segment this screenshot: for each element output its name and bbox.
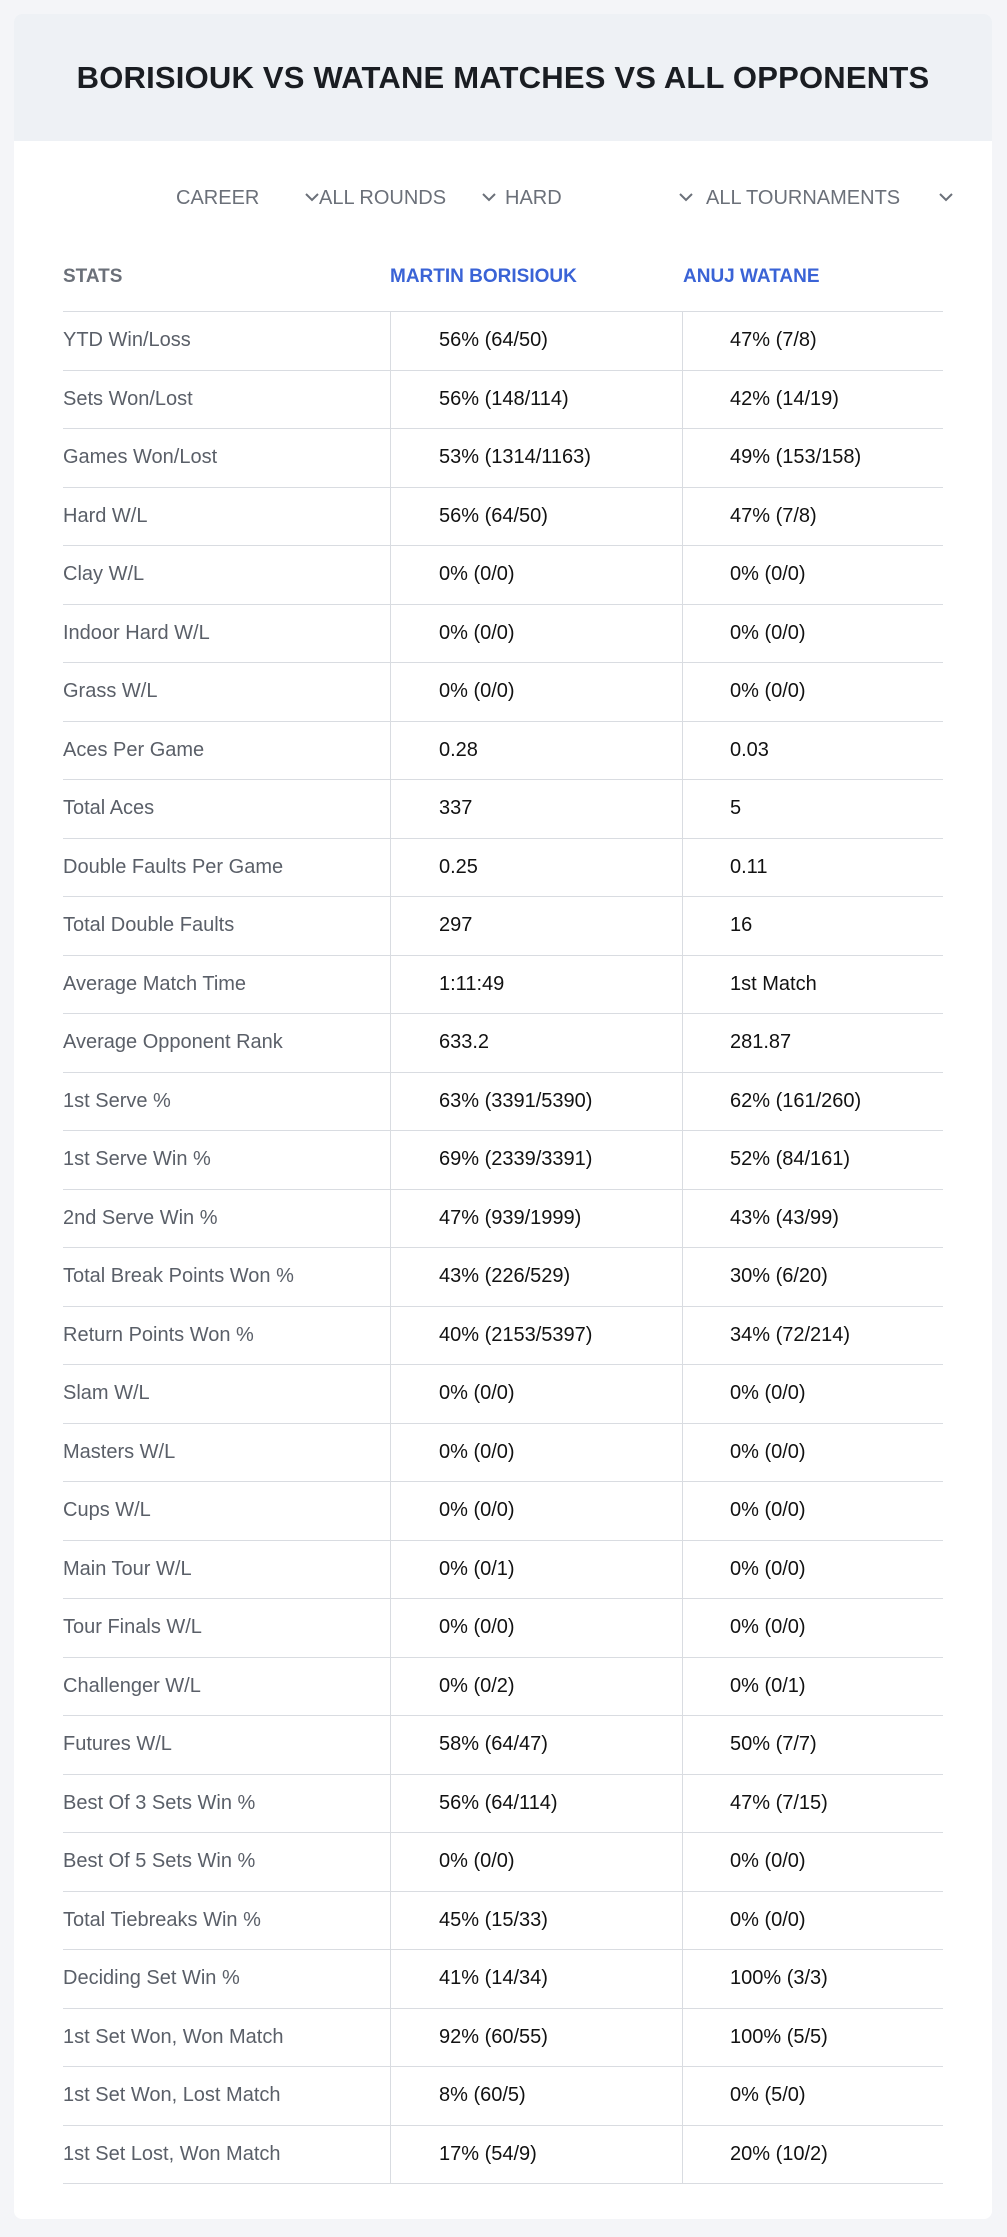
player1-value: 0.25 <box>390 839 682 897</box>
player1-value: 0% (0/0) <box>390 546 682 604</box>
table-row <box>63 1307 943 1366</box>
table-header <box>14 251 992 311</box>
player2-value: 42% (14/19) <box>682 371 943 429</box>
stat-label: 1st Serve Win % <box>63 1148 211 1171</box>
table-row <box>63 605 943 664</box>
stat-label: Double Faults Per Game <box>63 855 284 878</box>
stat-label: Best Of 5 Sets Win % <box>63 1850 256 1873</box>
table-row <box>63 722 943 781</box>
player2-value: 0% (0/0) <box>682 1482 943 1540</box>
player2-value: 30% (6/20) <box>682 1248 943 1306</box>
table-row <box>63 1658 943 1717</box>
stat-label: 1st Set Won, Lost Match <box>63 2084 281 2107</box>
chevron-down-icon <box>304 191 320 203</box>
stat-label: Average Opponent Rank <box>63 1031 283 1054</box>
chevron-down-icon <box>678 191 694 203</box>
player1-value: 43% (226/529) <box>390 1248 682 1306</box>
player2-value: 0% (0/0) <box>682 1541 943 1599</box>
stat-label: Total Tiebreaks Win % <box>63 1908 261 1931</box>
stat-label: 1st Set Lost, Won Match <box>63 2142 281 2165</box>
player2-value: 0.03 <box>682 722 943 780</box>
player1-value: 0% (0/1) <box>390 1541 682 1599</box>
player1-value: 0% (0/0) <box>390 1833 682 1891</box>
stat-label: Clay W/L <box>63 563 145 586</box>
stat-label: Sets Won/Lost <box>63 387 193 410</box>
chevron-down-icon <box>481 191 497 203</box>
player1-value: 337 <box>390 780 682 838</box>
table-row <box>63 1541 943 1600</box>
stat-label: Games Won/Lost <box>63 446 218 469</box>
player2-value: 0% (0/0) <box>682 1365 943 1423</box>
player2-value: 0% (0/0) <box>682 1833 943 1891</box>
player1-value: 0% (0/0) <box>390 605 682 663</box>
player1-value: 0.28 <box>390 722 682 780</box>
period-filter-dropdown[interactable] <box>176 183 320 213</box>
player1-value: 69% (2339/3391) <box>390 1131 682 1189</box>
player2-value: 0.11 <box>682 839 943 897</box>
player1-value: 45% (15/33) <box>390 1892 682 1950</box>
table-row <box>63 839 943 898</box>
player1-value: 56% (148/114) <box>390 371 682 429</box>
table-row <box>63 897 943 956</box>
player1-value: 1:11:49 <box>390 956 682 1014</box>
player2-value: 52% (84/161) <box>682 1131 943 1189</box>
stat-label: Total Double Faults <box>63 914 235 937</box>
player1-value: 41% (14/34) <box>390 1950 682 2008</box>
stat-label: Aces Per Game <box>63 738 205 761</box>
stat-label: Challenger W/L <box>63 1674 201 1697</box>
stat-label: YTD Win/Loss <box>63 329 191 352</box>
player2-value: 50% (7/7) <box>682 1716 943 1774</box>
table-row <box>63 1248 943 1307</box>
player1-value: 0% (0/0) <box>390 1424 682 1482</box>
player2-value: 20% (10/2) <box>682 2126 943 2184</box>
table-row <box>63 488 943 547</box>
table-row <box>63 1365 943 1424</box>
stats-column-header: STATS <box>63 266 123 287</box>
rounds-filter-dropdown[interactable] <box>319 183 497 213</box>
stat-label: Average Match Time <box>63 972 247 995</box>
page-header <box>14 14 992 141</box>
table-row <box>63 371 943 430</box>
player1-value: 0% (0/2) <box>390 1658 682 1716</box>
player2-value: 0% (0/0) <box>682 1424 943 1482</box>
stats-card <box>14 14 992 2219</box>
player2-value: 0% (0/0) <box>682 1599 943 1657</box>
player2-value: 47% (7/8) <box>682 312 943 370</box>
table-row <box>63 1892 943 1951</box>
stat-label: Total Break Points Won % <box>63 1265 294 1288</box>
table-row <box>63 2126 943 2185</box>
filter-bar <box>14 141 992 251</box>
player1-value: 297 <box>390 897 682 955</box>
player1-value: 0% (0/0) <box>390 1599 682 1657</box>
stat-label: 2nd Serve Win % <box>63 1206 218 1229</box>
player1-value: 40% (2153/5397) <box>390 1307 682 1365</box>
chevron-down-icon <box>938 191 954 203</box>
player2-value: 1st Match <box>682 956 943 1014</box>
table-row <box>63 1716 943 1775</box>
surface-filter-label: HARD <box>505 186 562 209</box>
surface-filter-dropdown[interactable] <box>505 183 694 213</box>
table-row <box>63 429 943 488</box>
player1-value: 0% (0/0) <box>390 1365 682 1423</box>
table-row <box>63 1775 943 1834</box>
stat-label: Futures W/L <box>63 1733 172 1756</box>
player2-value: 0% (0/0) <box>682 1892 943 1950</box>
player2-value: 100% (5/5) <box>682 2009 943 2067</box>
player1-value: 58% (64/47) <box>390 1716 682 1774</box>
stat-label: Slam W/L <box>63 1382 150 1405</box>
table-row <box>63 780 943 839</box>
table-row <box>63 2067 943 2126</box>
table-row <box>63 1833 943 1892</box>
table-row <box>63 663 943 722</box>
player2-value: 0% (0/0) <box>682 663 943 721</box>
stat-label: Grass W/L <box>63 680 158 703</box>
table-row <box>63 956 943 1015</box>
table-row <box>63 1131 943 1190</box>
player2-value: 0% (0/0) <box>682 546 943 604</box>
stat-label: Cups W/L <box>63 1499 151 1522</box>
stat-label: Main Tour W/L <box>63 1557 192 1580</box>
player1-value: 56% (64/50) <box>390 312 682 370</box>
table-row <box>63 312 943 371</box>
stat-label: Best Of 3 Sets Win % <box>63 1791 256 1814</box>
player2-value: 47% (7/15) <box>682 1775 943 1833</box>
table-row <box>63 546 943 605</box>
player1-value: 63% (3391/5390) <box>390 1073 682 1131</box>
table-row <box>63 1190 943 1249</box>
player1-value: 47% (939/1999) <box>390 1190 682 1248</box>
stat-label: Indoor Hard W/L <box>63 621 210 644</box>
player2-value: 47% (7/8) <box>682 488 943 546</box>
player1-value: 56% (64/114) <box>390 1775 682 1833</box>
player2-value: 16 <box>682 897 943 955</box>
player1-value: 17% (54/9) <box>390 2126 682 2184</box>
player1-value: 633.2 <box>390 1014 682 1072</box>
stat-label: Masters W/L <box>63 1440 176 1463</box>
stat-label: Deciding Set Win % <box>63 1967 240 1990</box>
stat-label: 1st Serve % <box>63 1089 171 1112</box>
tournaments-filter-dropdown[interactable] <box>706 183 954 213</box>
player1-value: 56% (64/50) <box>390 488 682 546</box>
player2-value: 0% (0/1) <box>682 1658 943 1716</box>
stats-table <box>63 311 943 2184</box>
player1-value: 53% (1314/1163) <box>390 429 682 487</box>
stat-label: Tour Finals W/L <box>63 1616 202 1639</box>
table-row <box>63 1599 943 1658</box>
table-row <box>63 1073 943 1132</box>
table-row <box>63 1424 943 1483</box>
table-row <box>63 1950 943 2009</box>
stat-label: Total Aces <box>63 797 155 820</box>
player2-value: 0% (5/0) <box>682 2067 943 2125</box>
player2-value: 0% (0/0) <box>682 605 943 663</box>
player1-value: 0% (0/0) <box>390 1482 682 1540</box>
stat-label: 1st Set Won, Won Match <box>63 2025 284 2048</box>
player1-value: 8% (60/5) <box>390 2067 682 2125</box>
player2-value: 62% (161/260) <box>682 1073 943 1131</box>
tournaments-filter-label: ALL TOURNAMENTS <box>706 186 901 209</box>
player2-column-header[interactable]: ANUJ WATANE <box>683 266 820 287</box>
player2-value: 34% (72/214) <box>682 1307 943 1365</box>
page-title: BORISIOUK VS WATANE MATCHES VS ALL OPPONENTS <box>76 59 930 95</box>
player1-value: 92% (60/55) <box>390 2009 682 2067</box>
table-row <box>63 2009 943 2068</box>
player2-value: 49% (153/158) <box>682 429 943 487</box>
player2-value: 281.87 <box>682 1014 943 1072</box>
player2-value: 5 <box>682 780 943 838</box>
period-filter-label: CAREER <box>176 186 260 209</box>
player2-value: 100% (3/3) <box>682 1950 943 2008</box>
rounds-filter-label: ALL ROUNDS <box>319 186 447 209</box>
player2-value: 43% (43/99) <box>682 1190 943 1248</box>
stat-label: Hard W/L <box>63 504 148 527</box>
table-row <box>63 1014 943 1073</box>
player1-value: 0% (0/0) <box>390 663 682 721</box>
player1-column-header[interactable]: MARTIN BORISIOUK <box>390 266 577 287</box>
stat-label: Return Points Won % <box>63 1323 254 1346</box>
table-row <box>63 1482 943 1541</box>
